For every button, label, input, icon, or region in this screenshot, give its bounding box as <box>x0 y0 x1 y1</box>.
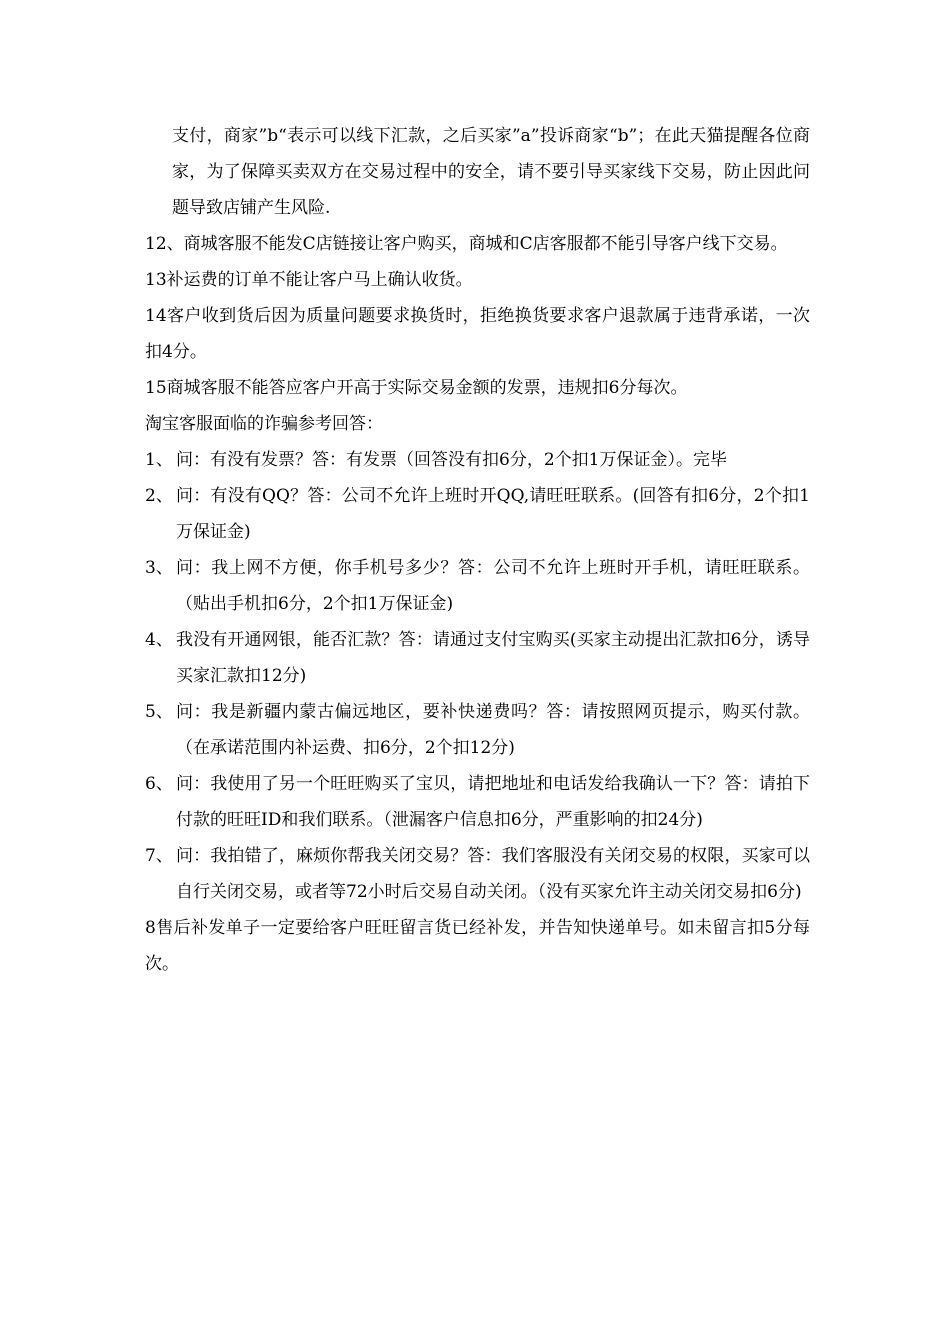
qa-text: 问：有没有发票？答：有发票（回答没有扣6分，2个扣1万保证金）。完毕 <box>176 450 727 470</box>
qa-number: 3、 <box>145 558 173 578</box>
qa-number: 7、 <box>145 846 173 866</box>
qa-item-3 <box>145 550 810 622</box>
qa-item-1 <box>145 442 810 478</box>
qa-item-4 <box>145 622 810 694</box>
qa-text: 问：我上网不方便，你手机号多少？答：公司不允许上班时开手机，请旺旺联系。（贴出手机扣6分，2个扣1万保证金) <box>176 558 810 614</box>
qa-number: 4、 <box>145 630 173 650</box>
continuation-paragraph: 支付，商家”b“表示可以线下汇款，之后买家”a”投诉商家“b”；在此天猫提醒各位商家，为了保障买卖双方在交易过程中的安全，请不要引导买家线下交易，防止因此问题导致店铺产生风险. <box>172 126 810 218</box>
qa-item-6 <box>145 766 810 838</box>
rule-12: 12、商城客服不能发C店链接让客户购买，商城和C店客服都不能引导客户线下交易。 <box>145 234 788 254</box>
qa-text: 问：我使用了另一个旺旺购买了宝贝，请把地址和电话发给我确认一下？答：请拍下付款的旺旺ID和我们联系。（泄漏客户信息扣6分，严重影响的扣24分) <box>176 774 810 830</box>
qa-text: 问：我拍错了，麻烦你帮我关闭交易？答：我们客服没有关闭交易的权限，买家可以自行关闭交易，或者等72小时后交易自动关闭。（没有买家允许主动关闭交易扣6分) <box>176 846 810 902</box>
qa-text: 问：我是新疆内蒙古偏远地区，要补快递费吗？答：请按照网页提示，购买付款。（在承诺范围内补运费、扣6分，2个扣12分) <box>176 702 810 758</box>
qa-number: 5、 <box>145 702 173 722</box>
rule-15: 15商城客服不能答应客户开高于实际交易金额的发票，违规扣6分每次。 <box>145 378 688 398</box>
rule-13: 13补运费的订单不能让客户马上确认收货。 <box>145 270 473 290</box>
rule-14: 14客户收到货后因为质量问题要求换货时，拒绝换货要求客户退款属于违背承诺，一次扣4分。 <box>145 306 810 362</box>
qa-item-2 <box>145 478 810 550</box>
qa-number: 6、 <box>145 774 173 794</box>
qa-number: 1、 <box>145 450 173 470</box>
qa-item-7 <box>145 838 810 910</box>
qa-number: 2、 <box>145 486 173 506</box>
qa-text: 问：有没有QQ？答：公司不允许上班时开QQ,请旺旺联系。(回答有扣6分，2个扣1万保证金) <box>176 486 810 542</box>
section-title: 淘宝客服面临的诈骗参考回答： <box>145 414 383 434</box>
qa-item-5 <box>145 694 810 766</box>
qa-text: 我没有开通网银，能否汇款？答：请通过支付宝购买(买家主动提出汇款扣6分，诱导买家汇款扣12分) <box>176 630 810 686</box>
document-body <box>145 118 810 982</box>
rule-8: 8售后补发单子一定要给客户旺旺留言货已经补发，并告知快递单号。如未留言扣5分每次。 <box>145 918 810 974</box>
